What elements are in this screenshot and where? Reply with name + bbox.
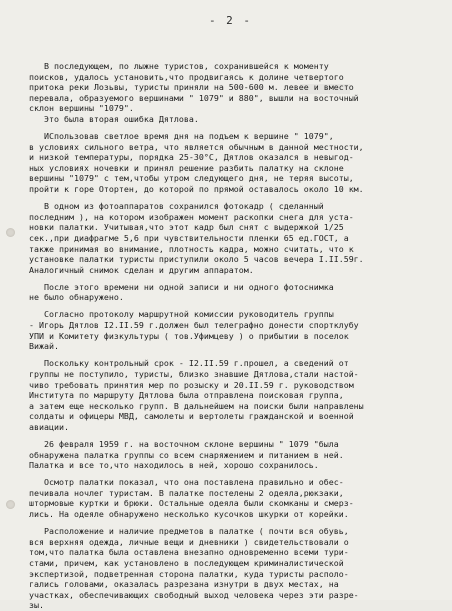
- text-line: гались головами, оказалась разрезана изнутри в двух местах, на: [29, 579, 339, 590]
- text-line: перевала, образуемого вершинами " 1079" и 880", вышли на восточный: [29, 92, 359, 103]
- text-line: Палатка и все то,что находилось в ней, хорошо сохранилось.: [29, 460, 319, 471]
- text-line: группы не поступило, туристы, близко знавшие Дятлова,стали настой-: [29, 368, 359, 379]
- paragraph-p2: [29, 131, 432, 195]
- text-line: Института по маршруту Дятлова была отправлена поисковая группа,: [29, 390, 344, 401]
- paragraph-p6: [29, 358, 432, 432]
- paragraph-p7: [29, 439, 432, 471]
- text-line: Поскольку контрольный срок - I2.II.59 г.прошел, а сведений от: [29, 358, 349, 369]
- text-line: Вижай.: [29, 341, 59, 352]
- text-line: зы.: [29, 600, 44, 611]
- text-line: ИСпользовав светлое время дня на подъем к вершине " 1079",: [29, 131, 334, 142]
- text-line: УПИ и Комитету физкультуры ( тов.Уфимцеву ) о прибытии в поселок: [29, 330, 349, 341]
- paragraph-p8: [29, 477, 432, 519]
- page-number: - 2 -: [208, 14, 253, 27]
- text-line: В последующем, по лыжне туристов, сохранившейся к моменту: [29, 61, 329, 71]
- punch-hole: [6, 500, 15, 509]
- text-line: 26 февраля 1959 г. на восточном склоне вершины " 1079 "была: [29, 439, 339, 449]
- text-line: также принимая во внимание, плотность кадра, можно считать, что к: [29, 243, 354, 254]
- text-line: вершины "1079" с тем,чтобы утром следующего дня, не теряя высоты,: [29, 173, 354, 184]
- text-line: и низкой температуры, порядка 25-30°С, Дятлов оказался в невыгод-: [29, 152, 354, 163]
- document-body: [29, 61, 432, 611]
- text-line: установке палатки туристы приступили около 5 часов вечера I.II.59г.: [29, 254, 364, 265]
- text-line: ных условиях ночевки и принял решение разбить палатку на склоне: [29, 162, 344, 173]
- text-line: Осмотр палатки показал, что она поставлена правильно и обес-: [29, 477, 344, 488]
- text-line: Расположение и наличие предметов в палатке ( почти вся обувь,: [29, 526, 349, 537]
- text-line: экспертизой, подветренная сторона палатки, куда туристы располо-: [29, 568, 349, 579]
- text-line: Согласно протоколу маршрутной комиссии руководитель группы: [29, 309, 334, 320]
- text-line: в условиях сильного ветра, что является обычным в данной местности,: [29, 141, 364, 152]
- text-line: последним ), на котором изображен момент раскопки снега для уста-: [29, 211, 354, 222]
- text-line: штормовые куртки и брюки. Остальные одеяла были скомканы и смерз-: [29, 498, 354, 509]
- text-line: авиации.: [29, 421, 69, 432]
- text-line: притока реки Лозьвы, туристы приняли на 500-600 м. левее и вместо: [29, 82, 354, 93]
- paragraph-p4: [29, 282, 432, 303]
- paragraph-p9: [29, 526, 432, 611]
- text-line: склон вершины "1079".: [29, 103, 134, 114]
- text-line: обнаружена палатка группы со всем снаряжением и питанием в ней.: [29, 449, 344, 460]
- text-line: чиво требовать принятия мер по розыску и 20.II.59 г. руководством: [29, 379, 354, 390]
- paragraph-p5: [29, 309, 432, 351]
- text-line: том,что палатка была оставлена внезапно одновременно всеми тури-: [29, 547, 349, 558]
- text-line: печивала ночлег туристам. В палатке постелены 2 одеяла,рюкзаки,: [29, 487, 344, 498]
- text-line: Аналогичный снимок сделан и другим аппаратом.: [29, 264, 254, 275]
- text-line: стами, причем, как установлено в последующем криминалистической: [29, 557, 344, 568]
- text-line: новки палатки. Учитывая,что этот кадр был снят с выдержкой 1/25: [29, 222, 344, 233]
- text-line: вся верхняя одежда, личные вещи и дневники ) свидетельствовали о: [29, 536, 349, 547]
- text-line: солдаты и офицеры МВД, самолеты и вертолеты гражданской и военной: [29, 411, 354, 422]
- text-line: После этого времени ни одной записи и ни одного фотоснимка: [29, 281, 334, 292]
- paragraph-p1: [29, 61, 432, 125]
- text-line: сек.,при диафрагме 5,6 при чувствительности пленки 65 ед.ГОСТ, а: [29, 232, 349, 243]
- punch-hole: [6, 228, 15, 237]
- text-line: - Игорь Дятлов I2.II.59 г.должен был телеграфно донести спортклубу: [29, 320, 359, 331]
- text-line: поисков, удалось установить,что продвигаясь к долине четвертого: [29, 71, 344, 82]
- ink-smudge: [300, 84, 350, 94]
- text-line: пройти к горе Отортен, до которой по прямой оставалось около 10 км.: [29, 184, 364, 195]
- text-line: участках, обеспечивающих свободный выход человека через эти разре-: [29, 589, 359, 600]
- text-line: не было обнаружено.: [29, 292, 124, 303]
- text-line: В одном из фотоаппаратов сохранился фотокадр ( сделанный: [29, 201, 324, 212]
- text-line: а затем еще несколько групп. В дальнейшем на поиски были направлены: [29, 400, 364, 411]
- text-line: Это была вторая ошибка Дятлова.: [29, 113, 199, 124]
- paragraph-p3: [29, 201, 432, 275]
- text-line: лись. На одеяле обнаружено несколько кусочков шкурки от корейки.: [29, 509, 349, 520]
